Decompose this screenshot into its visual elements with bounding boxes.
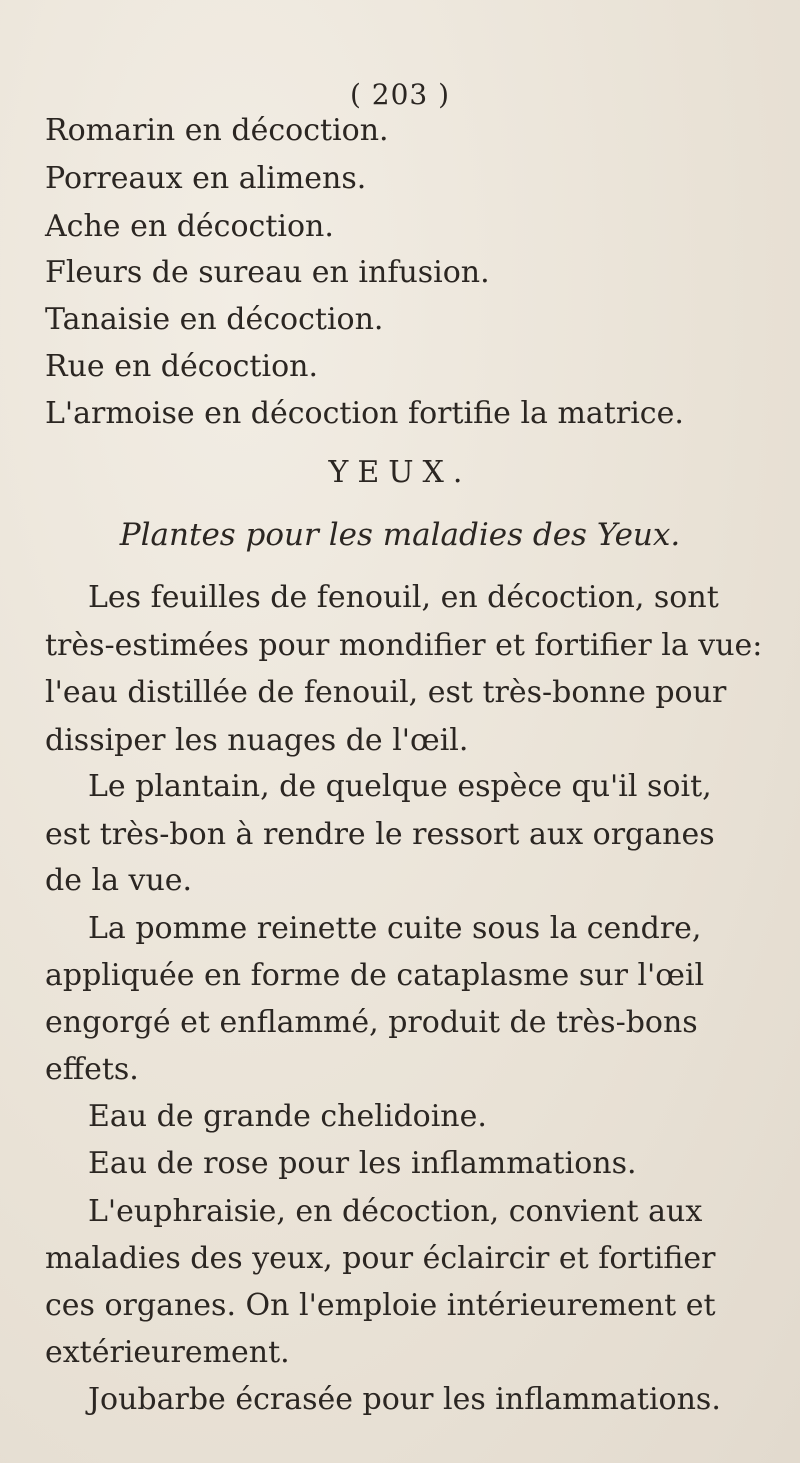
body-line: La pomme reinette cuite sous la cendre, [88,911,702,946]
body-line: L'euphraisie, en décoction, convient aux [88,1194,703,1229]
body-line: maladies des yeux, pour éclaircir et fortifier [45,1241,716,1276]
body-line: dissiper les nuages de l'œil. [45,723,469,758]
body-line: Joubarbe écrasée pour les inflammations. [88,1382,721,1417]
body-line: engorgé et enflammé, produit de très-bons [45,1005,698,1040]
list-line: Porreaux en alimens. [45,161,367,196]
list-line: Romarin en décoction. [45,113,389,148]
list-line: Ache en décoction. [45,209,334,244]
body-line: Le plantain, de quelque espèce qu'il soit, [88,769,712,804]
list-line: Rue en décoction. [45,349,319,384]
body-line: ces organes. On l'emploie intérieurement et [45,1288,716,1323]
body-line: l'eau distillée de fenouil, est très-bonne pour [45,675,727,710]
list-line: L'armoise en décoction fortifie la matrice. [45,396,684,431]
page-number: ( 203 ) [349,78,451,111]
body-line: Les feuilles de fenouil, en décoction, sont [88,580,719,615]
body-line: très-estimées pour mondifier et fortifier la vue: [45,628,763,663]
body-line: Eau de rose pour les inflammations. [88,1146,637,1181]
section-heading: YEUX. [328,455,472,490]
body-line: appliquée en forme de cataplasme sur l'œil [45,958,705,993]
body-line: de la vue. [45,863,193,898]
body-line: effets. [45,1052,139,1087]
list-line: Fleurs de sureau en infusion. [45,255,490,290]
body-line: extérieurement. [45,1335,290,1370]
list-line: Tanaisie en décoction. [45,302,384,337]
body-line: Eau de grande chelidoine. [88,1099,487,1134]
subheading: Plantes pour les maladies des Yeux. [119,517,681,553]
body-line: est très-bon à rendre le ressort aux organes [45,817,715,852]
